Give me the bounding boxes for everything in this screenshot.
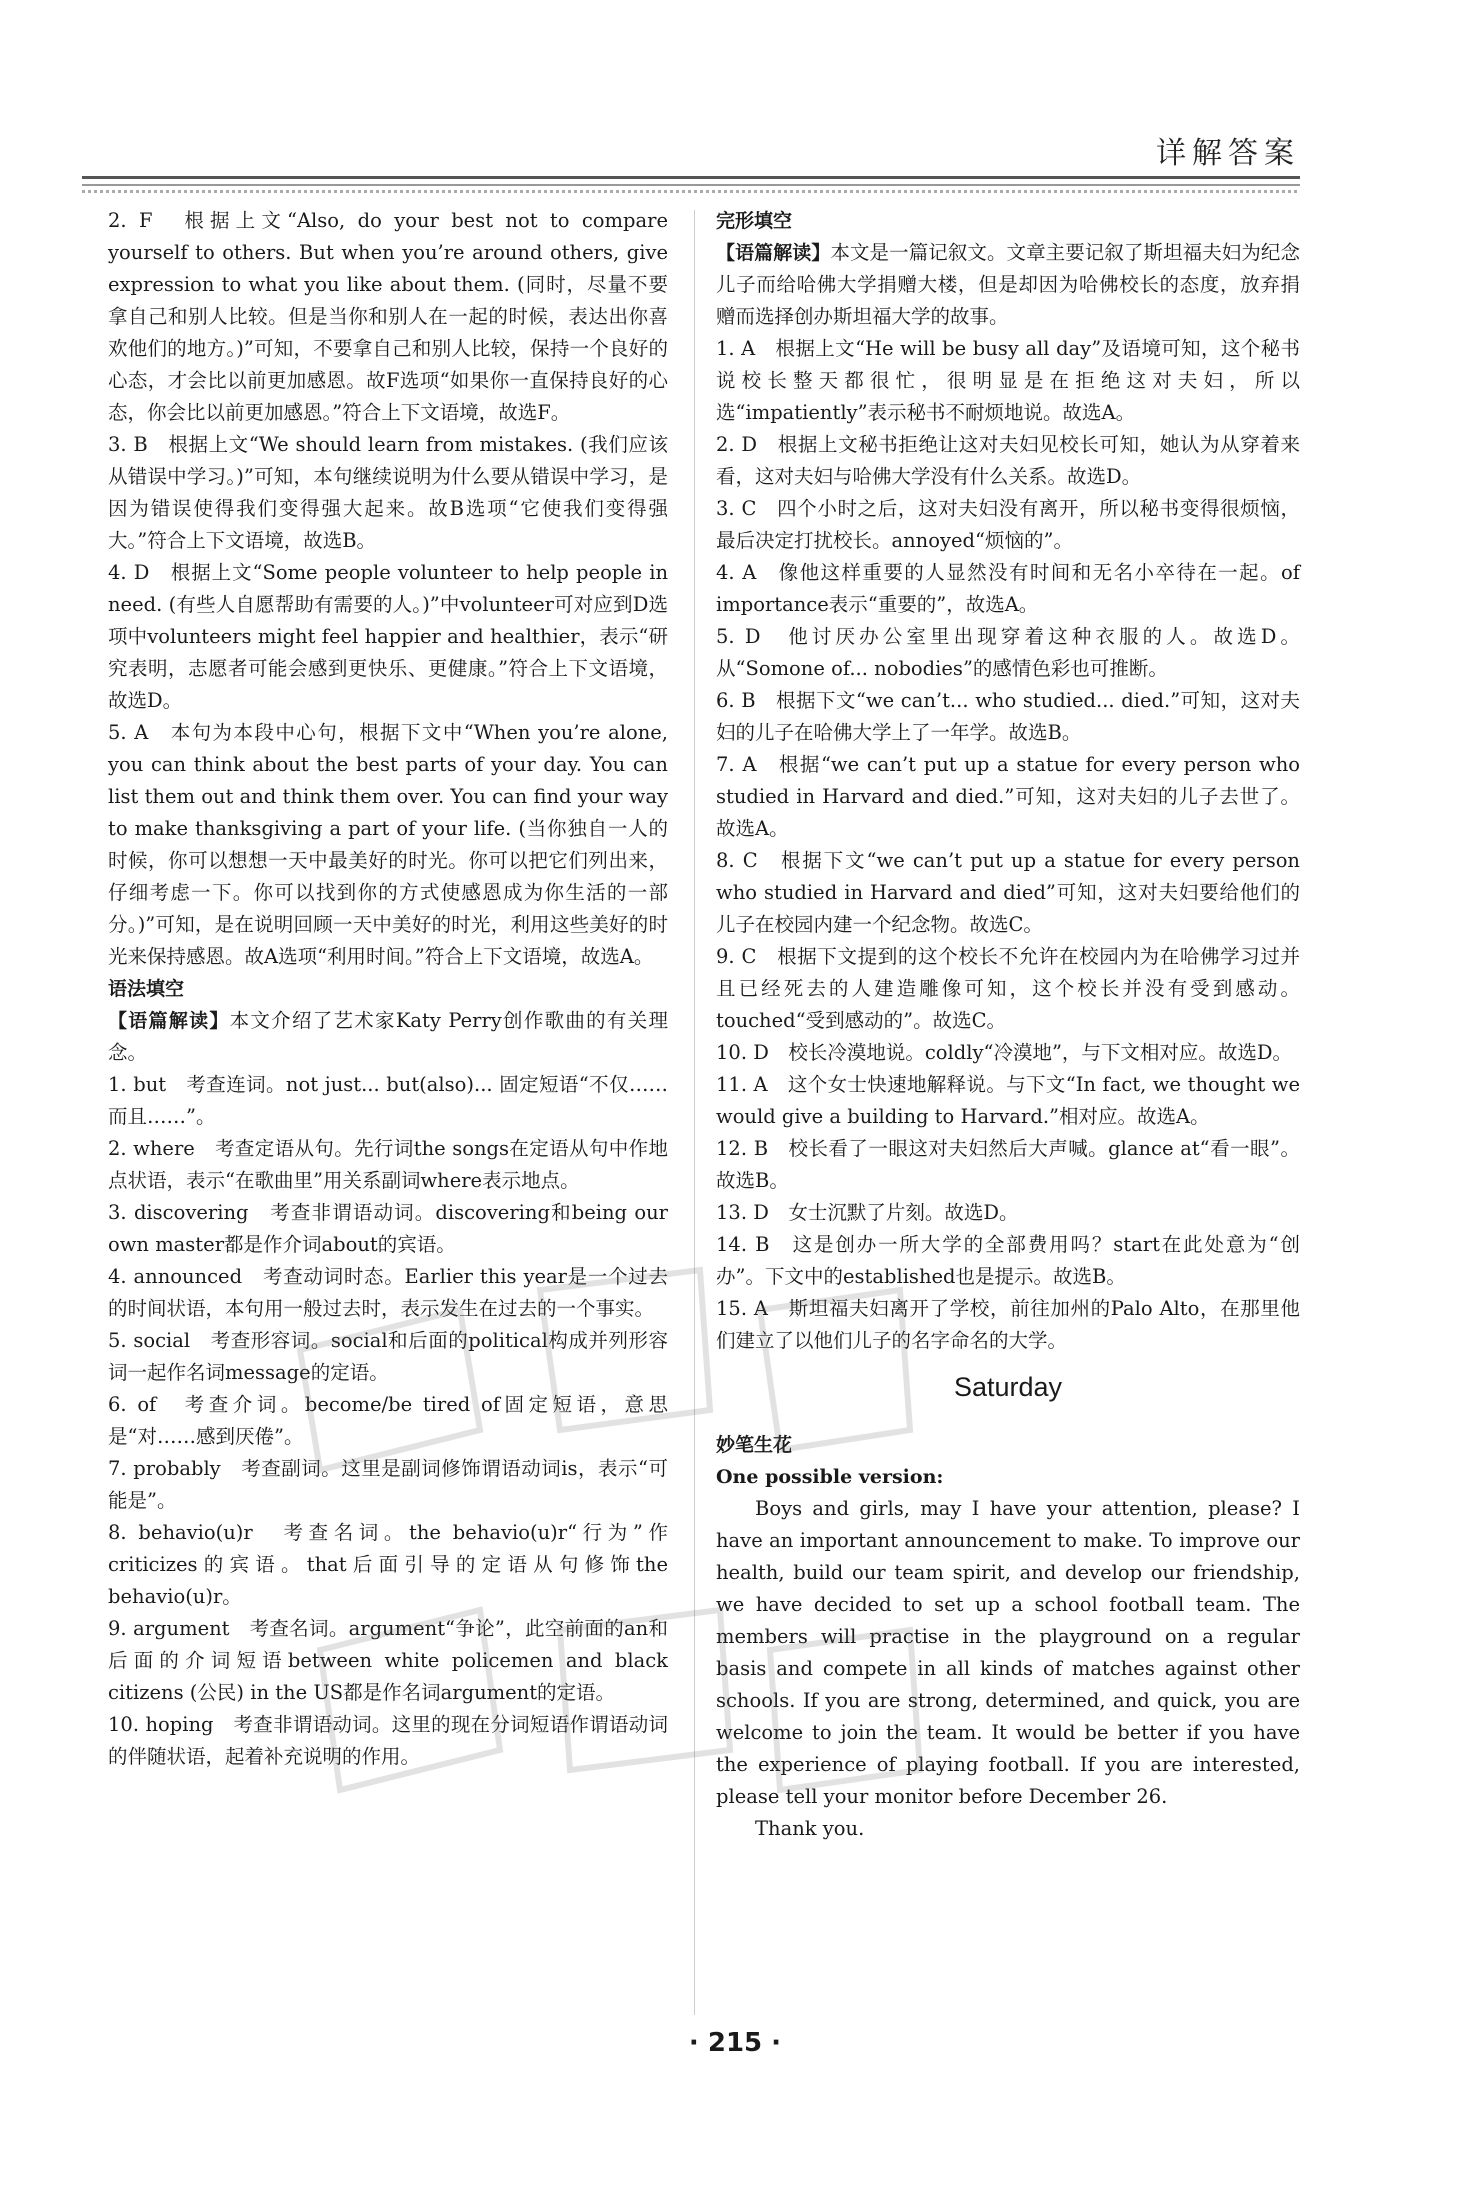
summary-text: 本文是一篇记叙文。文章主要记叙了斯坦福夫妇为纪念儿子而给哈佛大学捐赠大楼，但是却因为哈佛校长的态度，放弃捐赠而选择创办斯坦福大学的故事。	[716, 241, 1300, 328]
answer-item: 13. D 女士沉默了片刻。故选D。	[716, 1201, 1019, 1224]
day-heading: Saturday	[953, 1372, 1063, 1402]
answer-item: 7. A 根据“we can’t put up a statue for every person who studied in Harvard and died.”可知，这对夫妇的儿子去世了。故选A。	[716, 753, 1300, 840]
answer-item: 11. A 这个女士快速地解释说。与下文“In fact, we thought we would give a building to Harvard.”相对应。故选A。	[716, 1073, 1300, 1128]
section-title-grammar: 语法填空	[108, 978, 185, 1000]
answer-item: 15. A 斯坦福夫妇离开了学校，前往加州的Palo Alto，在那里他们建立了以他们儿子的名字命名的大学。	[716, 1297, 1300, 1352]
answer-item: 10. D 校长冷漠地说。coldly“冷漠地”，与下文相对应。故选D。	[716, 1041, 1293, 1064]
answer-item: 2. where 考查定语从句。先行词the songs在定语从句中作地点状语，表示“在歌曲里”用关系副词where表示地点。	[108, 1137, 668, 1192]
summary-text: 本文介绍了艺术家Katy Perry创作歌曲的有关理念。	[108, 1009, 668, 1064]
answer-item: 6. B 根据下文“we can’t... who studied... died.”可知，这对夫妇的儿子在哈佛大学上了一年学。故选B。	[716, 689, 1300, 744]
answer-item: 3. C 四个小时之后，这对夫妇没有离开，所以秘书变得很烦恼，最后决定打扰校长。annoyed“烦恼的”。	[716, 497, 1300, 552]
header-rule-dotted	[82, 190, 1300, 193]
answer-item: 5. A 本句为本段中心句，根据下文中“When you’re alone, you can think about the best parts of your day. You can list them out and think them over. You can find your way to make thanksgiving a part of your life. (当你独自一人的时候，你可以想想一天中最美好的时光。你可以把它们列出来，仔细考虑一下。你可以找到你的方式使感恩成为你生活的一部分。)”可知，是在说明回顾一天中美好的时光，利用这些美好的时光来保持感恩。故A选项“利用时间。”符合上下文语境，故选A。	[108, 721, 668, 968]
summary-label: 【语篇解读】	[716, 242, 831, 264]
answer-item: 4. announced 考查动词时态。Earlier this year是一个过去的时间状语，本句用一般过去时，表示发生在过去的一个事实。	[108, 1265, 668, 1320]
section-title-cloze: 完形填空	[716, 210, 793, 232]
cloze-summary	[716, 237, 1300, 333]
answer-item: 1. but 考查连词。not just... but(also)... 固定短语“不仅……而且……”。	[108, 1073, 668, 1128]
version-label: One possible version:	[716, 1466, 944, 1488]
header-rule-thin	[82, 184, 1300, 186]
left-column	[108, 205, 668, 1773]
answer-item: 3. discovering 考查非谓语动词。discovering和being our own master都是作介词about的宾语。	[108, 1201, 668, 1256]
answer-item: 7. probably 考查副词。这里是副词修饰谓语动词is，表示“可能是”。	[108, 1457, 668, 1512]
essay-closing: Thank you.	[755, 1817, 865, 1840]
essay-paragraph: Boys and girls, may I have your attention, please? I have an important announcement to make. To improve our health, build our team spirit, and develop our friendship, we have decided to set up a school football team. The members will practise in the playground on a regular basis and compete in all kinds of matches against other schools. If you are strong, determined, and quick, you are welcome to join the team. It would be better if you have the experience of playing football. If you are interested, please tell your monitor before December 26.	[716, 1497, 1300, 1808]
answer-item: 14. B 这是创办一所大学的全部费用吗？start在此处意为“创办”。下文中的established也是提示。故选B。	[716, 1233, 1300, 1288]
column-divider	[694, 210, 695, 2015]
page-number: · 215 ·	[688, 2028, 782, 2058]
answer-item: 9. argument 考查名词。argument“争论”，此空前面的an和后面的介词短语between white policemen and black citizens (公民) in the US都是作名词argument的定语。	[108, 1617, 668, 1704]
answer-item: 2. F 根据上文“Also, do your best not to compare yourself to others. But when you’re around others, give expression to what you like about them. (同时，尽量不要拿自己和别人比较。但是当你和别人在一起的时候，表达出你喜欢他们的地方。)”可知，不要拿自己和别人比较，保持一个良好的心态，才会比以前更加感恩。故F选项“如果你一直保持良好的心态，你会比以前更加感恩。”符合上下文语境，故选F。	[108, 209, 668, 424]
summary-label: 【语篇解读】	[108, 1010, 230, 1032]
answer-item: 2. D 根据上文秘书拒绝让这对夫妇见校长可知，她认为从穿着来看，这对夫妇与哈佛大学没有什么关系。故选D。	[716, 433, 1300, 488]
answer-item: 6. of 考查介词。become/be tired of固定短语，意思是“对……感到厌倦”。	[108, 1393, 668, 1448]
answer-item: 5. social 考查形容词。social和后面的political构成并列形容词一起作名词message的定语。	[108, 1329, 668, 1384]
answer-item: 8. C 根据下文“we can’t put up a statue for every person who studied in Harvard and died”可知，这对夫妇要给他们的儿子在校园内建一个纪念物。故选C。	[716, 849, 1300, 936]
answer-item: 4. D 根据上文“Some people volunteer to help people in need. (有些人自愿帮助有需要的人。)”中volunteer可对应到D选项中volunteers might feel happier and healthier，表示“研究表明，志愿者可能会感到更快乐、更健康。”符合上下文语境，故选D。	[108, 561, 668, 712]
header-rule	[82, 176, 1300, 179]
right-column	[716, 205, 1300, 1845]
answer-item: 1. A 根据上文“He will be busy all day”及语境可知，这个秘书说校长整天都很忙，很明显是在拒绝这对夫妇，所以选“impatiently”表示秘书不耐烦地说。故选A。	[716, 337, 1300, 424]
section-title-writing: 妙笔生花	[716, 1434, 793, 1456]
answer-item: 3. B 根据上文“We should learn from mistakes. (我们应该从错误中学习。)”可知，本句继续说明为什么要从错误中学习，是因为错误使得我们变得强大起来。故B选项“它使我们变得强大。”符合上下文语境，故选B。	[108, 433, 668, 552]
grammar-summary	[108, 1005, 668, 1069]
answer-item: 9. C 根据下文提到的这个校长不允许在校园内为在哈佛学习过并且已经死去的人建造雕像可知，这个校长并没有受到感动。touched“受到感动的”。故选C。	[716, 945, 1300, 1032]
answer-item: 8. behavio(u)r 考查名词。the behavio(u)r“行为”作criticizes的宾语。that后面引导的定语从句修饰the behavio(u)r。	[108, 1521, 668, 1608]
answer-item: 5. D 他讨厌办公室里出现穿着这种衣服的人。故选D。从“Somone of... nobodies”的感情色彩也可推断。	[716, 625, 1300, 680]
page-header-title: 详解答案	[1156, 136, 1300, 171]
answer-item: 10. hoping 考查非谓语动词。这里的现在分词短语作谓语动词的伴随状语，起着补充说明的作用。	[108, 1713, 668, 1768]
answer-item: 4. A 像他这样重要的人显然没有时间和无名小卒待在一起。of importance表示“重要的”，故选A。	[716, 561, 1300, 616]
answer-item: 12. B 校长看了一眼这对夫妇然后大声喊。glance at“看一眼”。故选B。	[716, 1137, 1300, 1192]
